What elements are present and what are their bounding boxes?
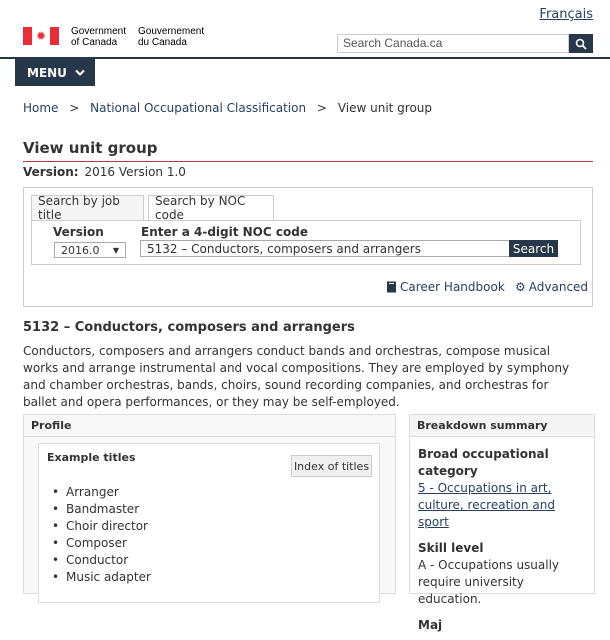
unit-group-description: Conductors, composers and arrangers conduct bands and orchestras, compose musical works and arrange instrumental and vocal compositions. They are employed by symphony and chamber orchestras, bands, choirs, sound recording companies, and orchestras for ballet and opera performances, or they may be self-employed. — [23, 344, 570, 409]
wordmark-english: Government of Canada — [71, 26, 127, 48]
gear-icon: ⚙ — [515, 280, 526, 294]
page-title: View unit group — [23, 139, 593, 162]
example-titles-heading: Example titles — [47, 451, 136, 464]
index-of-titles-button[interactable]: Index of titles — [291, 455, 372, 477]
example-titles-panel — [38, 443, 380, 603]
career-handbook-link[interactable]: Career Handbook — [386, 280, 505, 294]
breadcrumb-noc-link[interactable]: National Occupational Classification — [90, 101, 307, 115]
broad-category-link[interactable]: 5 - Occupations in art, culture, recreation and sport — [418, 481, 555, 529]
version-select[interactable]: 2016.0 ▼ — [54, 242, 126, 258]
noc-search-button[interactable]: Search — [509, 240, 558, 257]
example-titles-list — [52, 484, 151, 586]
breadcrumb: Home > National Occupational Classification > View unit group — [23, 101, 433, 115]
site-search-input[interactable]: Search Canada.ca — [337, 34, 569, 53]
list-item: • Arranger — [52, 484, 151, 501]
breadcrumb-current: View unit group — [337, 101, 433, 115]
advanced-search-link[interactable]: ⚙ Advanced — [515, 280, 589, 294]
noc-code-label: Enter a 4-digit NOC code — [141, 225, 308, 239]
tab-search-by-noc-code[interactable]: Search by NOC code — [148, 195, 274, 221]
breadcrumb-home-link[interactable]: Home — [23, 101, 59, 115]
breakdown-heading: Breakdown summary — [410, 415, 594, 437]
language-toggle-link[interactable]: Français — [539, 7, 593, 22]
profile-heading: Profile — [24, 415, 395, 437]
wordmark-french: Gouvernement du Canada — [138, 26, 205, 48]
profile-panel — [23, 414, 396, 594]
canada-flag-icon: ✹ — [23, 27, 59, 45]
version-line: Version: 2016 Version 1.0 — [23, 165, 186, 179]
unit-group-title: 5132 – Conductors, composers and arrangers — [23, 320, 355, 335]
noc-search-panel — [23, 187, 593, 307]
broad-category-label: Broad occupational category — [418, 447, 549, 478]
search-icon — [575, 38, 587, 50]
chevron-down-icon — [75, 69, 85, 77]
list-item: • Bandmaster — [52, 501, 151, 518]
noc-code-input[interactable]: 5132 – Conductors, composers and arrangers — [140, 240, 510, 257]
skill-level-value: A - Occupations usually require university education. — [418, 558, 560, 606]
next-breakdown-label: Maj — [418, 618, 443, 632]
tab-search-by-job-title[interactable]: Search by job title — [31, 195, 144, 221]
site-search-button[interactable] — [569, 34, 593, 53]
tab-panel-noc — [31, 220, 581, 265]
breakdown-summary-panel — [409, 414, 595, 632]
list-item: • Composer — [52, 535, 151, 552]
dropdown-arrow-icon: ▼ — [112, 245, 119, 255]
list-item: • Music adapter — [52, 569, 151, 586]
skill-level-label: Skill level — [418, 541, 484, 555]
list-item: • Choir director — [52, 518, 151, 535]
book-icon — [386, 281, 397, 293]
version-label: Version — [53, 225, 104, 239]
menu-button[interactable]: MENU — [15, 59, 95, 86]
list-item: • Conductor — [52, 552, 151, 569]
